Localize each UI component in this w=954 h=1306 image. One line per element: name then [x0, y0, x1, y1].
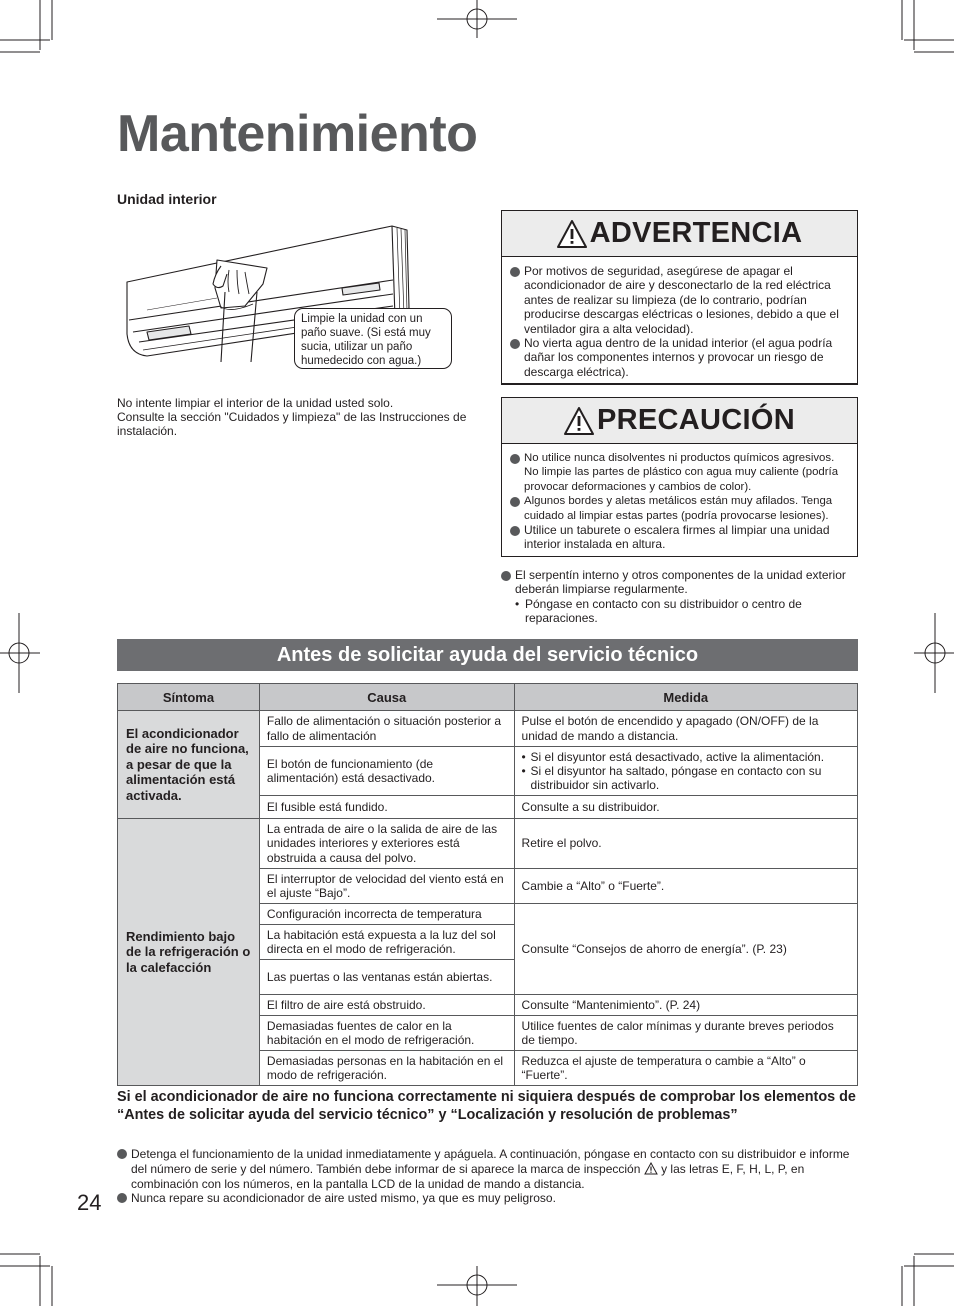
caution-item: Algunos bordes y aletas metálicos están muy afilados. Tenga cuidado al limpiar estas partes (podría provocarse lesiones).: [510, 494, 849, 523]
table-row: [118, 819, 858, 869]
action-cell: Utilice fuentes de calor mínimas y durante breves periodos de tiempo.: [514, 1016, 857, 1051]
cause-cell: El interruptor de velocidad del viento está en el ajuste “Bajo”.: [259, 869, 514, 904]
cause-cell: Fallo de alimentación o situación posterior a fallo de alimentación: [259, 711, 514, 747]
final-note-item: Detenga el funcionamiento de la unidad inmediatamente y apáguela. A continuación, póngase en contacto con su distribuidor e informe del número de serie y del número. También debe informar de si aparece la marca de inspección y las letras E, F, H, L, P, en combinación con los números, en la pantalla LCD de la unidad de mando a distancia.: [117, 1147, 858, 1191]
final-note-item: Nunca repare su acondicionador de aire usted mismo, ya que es muy peligroso.: [117, 1191, 858, 1206]
warning-item: Por motivos de seguridad, asegúrese de apagar el acondicionador de aire y desconectarlo de la red eléctrica antes de realizar su limpieza (de lo contrario, podrían producirse descargas eléctricas o lesiones, debido a que el ventilador gira a alta velocidad).: [510, 264, 849, 336]
coil-note-item: El serpentín interno y otros componentes de la unidad exterior deberán limpiarse regularmente.: [501, 568, 858, 597]
unit-notes: [117, 396, 477, 438]
coil-note: [501, 568, 858, 626]
caution-header: [502, 398, 857, 444]
action-cell: Cambie a “Alto” o “Fuerte”.: [514, 869, 857, 904]
column-header: Causa: [259, 684, 514, 711]
bullet-icon: [510, 454, 520, 464]
warning-header: [502, 211, 857, 257]
bullet-icon: [117, 1193, 127, 1203]
cause-cell: El botón de funcionamiento (de alimentación) está desactivado.: [259, 747, 514, 796]
column-header: Medida: [514, 684, 857, 711]
table-header-row: [118, 684, 858, 711]
coil-note-sub: • Póngase en contacto con su distribuidor o centro de reparaciones.: [515, 596, 802, 626]
cause-cell: Demasiadas fuentes de calor en la habitación en el modo de refrigeración.: [259, 1016, 514, 1051]
troubleshooting-table: [117, 683, 858, 1086]
bullet-icon: [510, 526, 520, 536]
action-cell: Reduzca el ajuste de temperatura o cambie a “Alto” o “Fuerte”.: [514, 1051, 857, 1086]
table-row: [118, 711, 858, 747]
action-cell: • Si el disyuntor está desactivado, active la alimentación. • Si el disyuntor ha saltado, póngase en contacto con su distribuidor sin activarlo.: [514, 747, 857, 796]
cause-cell: Configuración incorrecta de temperatura: [259, 904, 514, 925]
cause-cell: El fusible está fundido.: [259, 796, 514, 819]
caution-title: PRECAUCIÓN: [597, 404, 795, 436]
warning-box: [501, 210, 858, 385]
action-cell: Consulte a su distribuidor.: [514, 796, 857, 819]
column-header: Síntoma: [118, 684, 260, 711]
bullet-icon: [117, 1149, 127, 1159]
page-number: 24: [77, 1190, 102, 1215]
caution-box: [501, 397, 858, 557]
symptom-cell: El acondicionador de aire no funciona, a pesar de que la alimentación está activada.: [118, 711, 260, 819]
bullet-icon: [510, 497, 520, 507]
bullet-icon: [501, 571, 511, 581]
unit-heading: Unidad interior: [117, 191, 217, 207]
unit-note: Consulte la sección "Cuidados y limpieza" de las Instrucciones de instalación.: [117, 410, 467, 438]
warning-title: ADVERTENCIA: [589, 217, 803, 249]
section-title: Antes de solicitar ayuda del servicio técnico: [117, 639, 858, 671]
final-notes: [117, 1147, 858, 1206]
action-cell: Consulte “Consejos de ahorro de energía”. (P. 23): [514, 904, 857, 995]
caution-item: No utilice nunca disolventes ni productos químicos agresivos. No limpie las partes de plástico con agua muy caliente (podría provocar deformaciones y cambios de color).: [510, 451, 849, 494]
cause-cell: Las puertas o las ventanas están abiertas.: [259, 960, 514, 995]
action-cell: Retire el polvo.: [514, 819, 857, 869]
caution-item: Utilice un taburete o escalera firmes al limpiar una unidad interior instalada en altura.: [510, 523, 849, 552]
inspection-mark-icon: [644, 1162, 658, 1175]
page-title: Mantenimiento: [117, 105, 478, 163]
unit-note: No intente limpiar el interior de la unidad usted solo.: [117, 396, 394, 410]
cleaning-callout: Limpie la unidad con un paño suave. (Si está muy sucia, utilizar un paño humedecido con agua.): [294, 308, 452, 369]
warning-item: No vierta agua dentro de la unidad interior (el agua podría dañar los componentes internos y provocar un riesgo de descarga eléctrica).: [510, 336, 849, 379]
cause-cell: El filtro de aire está obstruido.: [259, 995, 514, 1016]
warning-triangle-icon: [557, 219, 587, 249]
action-cell: Consulte “Mantenimiento”. (P. 24): [514, 995, 857, 1016]
caution-triangle-icon: [564, 406, 594, 436]
cause-cell: La entrada de aire o la salida de aire de las unidades interiores y exteriores está obstruida a causa del polvo.: [259, 819, 514, 869]
cause-cell: Demasiadas personas en la habitación en el modo de refrigeración.: [259, 1051, 514, 1086]
bullet-icon: [510, 267, 520, 277]
final-heading: Si el acondicionador de aire no funciona correctamente ni siquiera después de comprobar los elementos de “Antes de solicitar ayuda del servicio técnico” y “Localización y resolución de problemas”: [117, 1089, 856, 1123]
bullet-icon: [510, 339, 520, 349]
symptom-cell: Rendimiento bajo de la refrigeración o la calefacción: [118, 819, 260, 1086]
action-cell: Pulse el botón de encendido y apagado (ON/OFF) de la unidad de mando a distancia.: [514, 711, 857, 747]
cause-cell: La habitación está expuesta a la luz del sol directa en el modo de refrigeración.: [259, 925, 514, 960]
